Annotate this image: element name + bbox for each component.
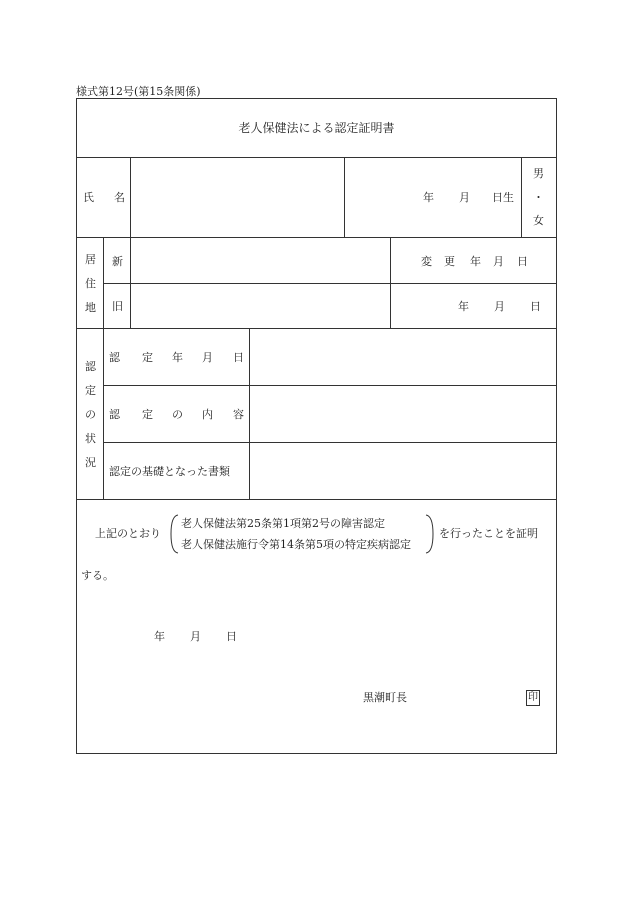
issue-month-label: 月 <box>190 630 201 643</box>
cert-date-char: 定 <box>142 351 153 364</box>
residence-new-field[interactable] <box>131 238 389 283</box>
residence-label-char: 地 <box>85 301 96 314</box>
residence-label-char: 居 <box>85 253 96 266</box>
issuer-name: 黒潮町長 <box>363 691 407 704</box>
issue-year-label: 年 <box>154 630 165 643</box>
name-label-1: 氏 <box>83 191 94 204</box>
old-year-label: 年 <box>458 300 469 313</box>
vrule-section-labels <box>103 237 104 500</box>
cert-content-char: 定 <box>142 408 153 421</box>
change-date-char: 更 <box>444 255 455 268</box>
birth-month-label: 月 <box>459 191 470 204</box>
cert-date-char: 年 <box>172 351 183 364</box>
form-number: 様式第12号(第15条関係) <box>76 85 201 98</box>
cert-label-char: 認 <box>85 360 96 373</box>
document-title: 老人保健法による認定証明書 <box>238 121 395 135</box>
cert-label-char: 状 <box>85 432 96 445</box>
frame-bottom <box>76 753 557 754</box>
cert-basis-field[interactable] <box>250 443 556 499</box>
sex-separator: ・ <box>533 191 544 204</box>
residence-new-label: 新 <box>112 255 123 268</box>
cert-content-char: 認 <box>109 408 120 421</box>
old-day-label: 日 <box>530 300 541 313</box>
cert-content-char: 内 <box>202 408 213 421</box>
name-field[interactable] <box>131 158 343 237</box>
frame-left <box>76 98 77 754</box>
change-date-char: 月 <box>493 255 504 268</box>
statement-option-2: 老人保健法施行令第14条第5項の特定疾病認定 <box>181 538 411 551</box>
residence-old-label: 旧 <box>112 300 123 313</box>
change-date-char: 日 <box>517 255 528 268</box>
cert-content-field[interactable] <box>250 386 556 442</box>
sex-male[interactable]: 男 <box>533 167 544 180</box>
bracket-right <box>424 514 434 554</box>
cert-label-char: の <box>85 408 96 421</box>
residence-label-char: 住 <box>85 277 96 290</box>
residence-old-field[interactable] <box>131 284 389 328</box>
vrule-residence-dates <box>390 237 391 329</box>
rule-after-cert <box>76 499 557 500</box>
vrule-name-birth <box>344 157 345 238</box>
old-month-label: 月 <box>494 300 505 313</box>
vrule-birth-sex <box>521 157 522 238</box>
cert-label-char: 定 <box>85 384 96 397</box>
seal-mark: 印 <box>526 690 540 706</box>
statement-continuation: する。 <box>81 569 114 582</box>
cert-basis-label: 認定の基礎となった書類 <box>109 465 230 478</box>
frame-right <box>556 98 557 754</box>
cert-content-char: 容 <box>233 408 244 421</box>
birth-day-label: 日生 <box>492 191 514 204</box>
name-label-2: 名 <box>114 191 125 204</box>
change-date-char: 年 <box>470 255 481 268</box>
cert-date-char: 日 <box>233 351 244 364</box>
statement-suffix: を行ったことを証明 <box>439 527 538 540</box>
frame-top <box>76 98 557 99</box>
statement-option-1: 老人保健法第25条第1項第2号の障害認定 <box>181 517 385 530</box>
cert-label-char: 況 <box>85 456 96 469</box>
cert-date-char: 月 <box>202 351 213 364</box>
cert-date-char: 認 <box>109 351 120 364</box>
cert-date-field[interactable] <box>250 329 556 385</box>
statement-prefix: 上記のとおり <box>95 527 161 540</box>
bracket-left <box>170 514 180 554</box>
issue-day-label: 日 <box>226 630 237 643</box>
sex-female[interactable]: 女 <box>533 214 544 227</box>
birth-year-label: 年 <box>423 191 434 204</box>
change-date-char: 変 <box>421 255 432 268</box>
cert-content-char: の <box>172 408 183 421</box>
